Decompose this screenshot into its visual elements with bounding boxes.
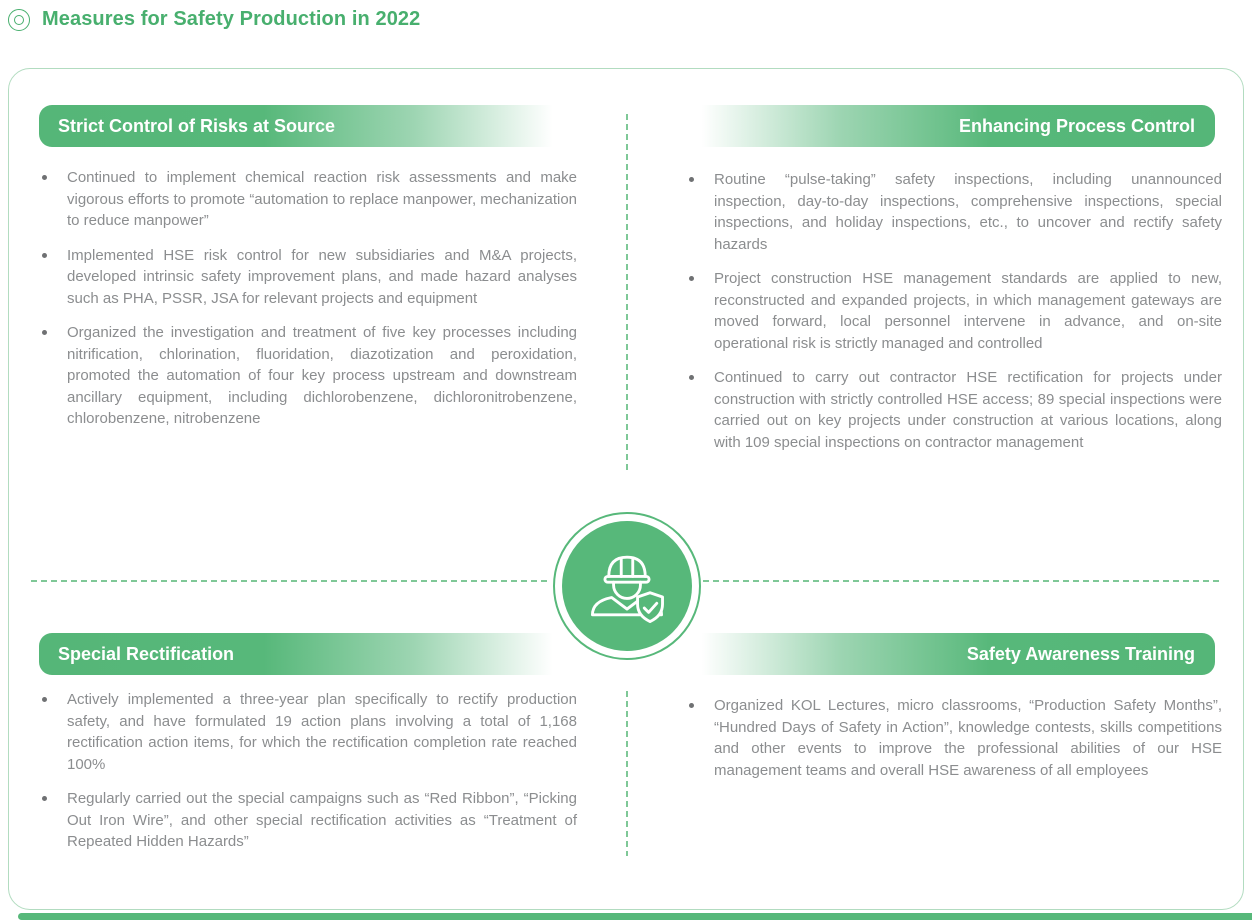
- list-item: [688, 367, 1222, 453]
- bullet-icon: [689, 177, 694, 182]
- section-title: Strict Control of Risks at Source: [58, 116, 336, 136]
- bottom-accent-bar: [18, 913, 1252, 920]
- page-title: Measures for Safety Production in 2022: [42, 8, 421, 30]
- list-item-text: Continued to carry out contractor HSE rectification for projects under construction with strictly controlled HSE access; 89 special inspections were carried out on key projects under construction at various locations, along with 109 special inspections on contractor management: [714, 369, 1222, 451]
- main-panel: [8, 68, 1244, 910]
- bullet-list-strict-control: [41, 167, 577, 443]
- list-item-text: Implemented HSE risk control for new subsidiaries and M&A projects, developed intrinsic safety improvement plans, and made hazard analyses such as PHA, PSSR, JSA for relevant projects and equipment: [67, 246, 577, 307]
- list-item: [688, 695, 1222, 781]
- list-item-text: Project construction HSE management standards are applied to new, reconstructed and expanded projects, in which management gateways are moved forward, local personnel intervene in advance, and on-site operational risk is strictly managed and controlled: [714, 270, 1222, 352]
- page-header: [8, 8, 420, 31]
- bullet-icon: [42, 697, 47, 702]
- bullet-list-special-rectification: [41, 689, 577, 866]
- bullet-list-process-control: [688, 169, 1222, 466]
- bullet-icon: [689, 276, 694, 281]
- list-item: [41, 788, 577, 853]
- bullet-icon: [42, 253, 47, 258]
- section-title: Special Rectification: [58, 644, 235, 664]
- list-item: [41, 322, 577, 430]
- list-item-text: Continued to implement chemical reaction risk assessments and make vigorous efforts to promote “automation to replace manpower, mechanization to reduce manpower”: [67, 169, 577, 229]
- list-item: [688, 169, 1222, 255]
- bullet-icon: [42, 330, 47, 335]
- list-item-text: Organized KOL Lectures, micro classrooms, “Production Safety Months”, “Hundred Days of Safety in Action”, knowledge contests, skills competitions and other events to improve the professional abilities of our HSE management teams and overall HSE awareness of all employees: [714, 697, 1222, 779]
- bullet-icon: [689, 375, 694, 380]
- list-item-text: Routine “pulse-taking” safety inspections, including unannounced inspection, day-to-day inspections, comprehensive inspections, special inspections, and holiday inspections, etc., to uncover and rectify safety hazards: [714, 171, 1222, 253]
- horizontal-dashed-divider-left: [31, 580, 547, 582]
- vertical-dashed-divider-top: [626, 114, 628, 471]
- section-title: Safety Awareness Training: [966, 644, 1195, 664]
- worker-hard-hat-shield-check-icon: [562, 521, 692, 651]
- horizontal-dashed-divider-right: [693, 580, 1223, 582]
- bullet-list-safety-training: [688, 695, 1222, 794]
- list-item: [41, 245, 577, 310]
- list-item: [688, 268, 1222, 354]
- section-header-process-control: [680, 105, 1215, 147]
- center-badge: [553, 512, 701, 660]
- list-item-text: Organized the investigation and treatment of five key processes including nitrification, chlorination, fluoridation, diazotization and peroxidation, promoted the automation of four key process upstream and downstream ancillary equipment, including dichlorobenzene, dichloronitrobenzene, chlorobenzene, nitrobenzene: [67, 324, 577, 427]
- section-header-special-rectification: [39, 633, 574, 675]
- section-header-safety-training: [680, 633, 1215, 675]
- ring-bullet-icon: [8, 9, 30, 31]
- list-item-text: Actively implemented a three-year plan specifically to rectify production safety, and have formulated 19 action plans involving a total of 1,168 rectification action items, for which the rectification completion rate reached 100%: [67, 691, 577, 773]
- vertical-dashed-divider-bottom: [626, 691, 628, 856]
- bullet-icon: [42, 175, 47, 180]
- section-title: Enhancing Process Control: [958, 116, 1195, 136]
- list-item: [41, 689, 577, 775]
- list-item-text: Regularly carried out the special campaigns such as “Red Ribbon”, “Picking Out Iron Wire”, and other special rectification activities as “Treatment of Repeated Hidden Hazards”: [67, 790, 577, 850]
- list-item: [41, 167, 577, 232]
- bullet-icon: [689, 703, 694, 708]
- bullet-icon: [42, 796, 47, 801]
- section-header-strict-control: [39, 105, 574, 147]
